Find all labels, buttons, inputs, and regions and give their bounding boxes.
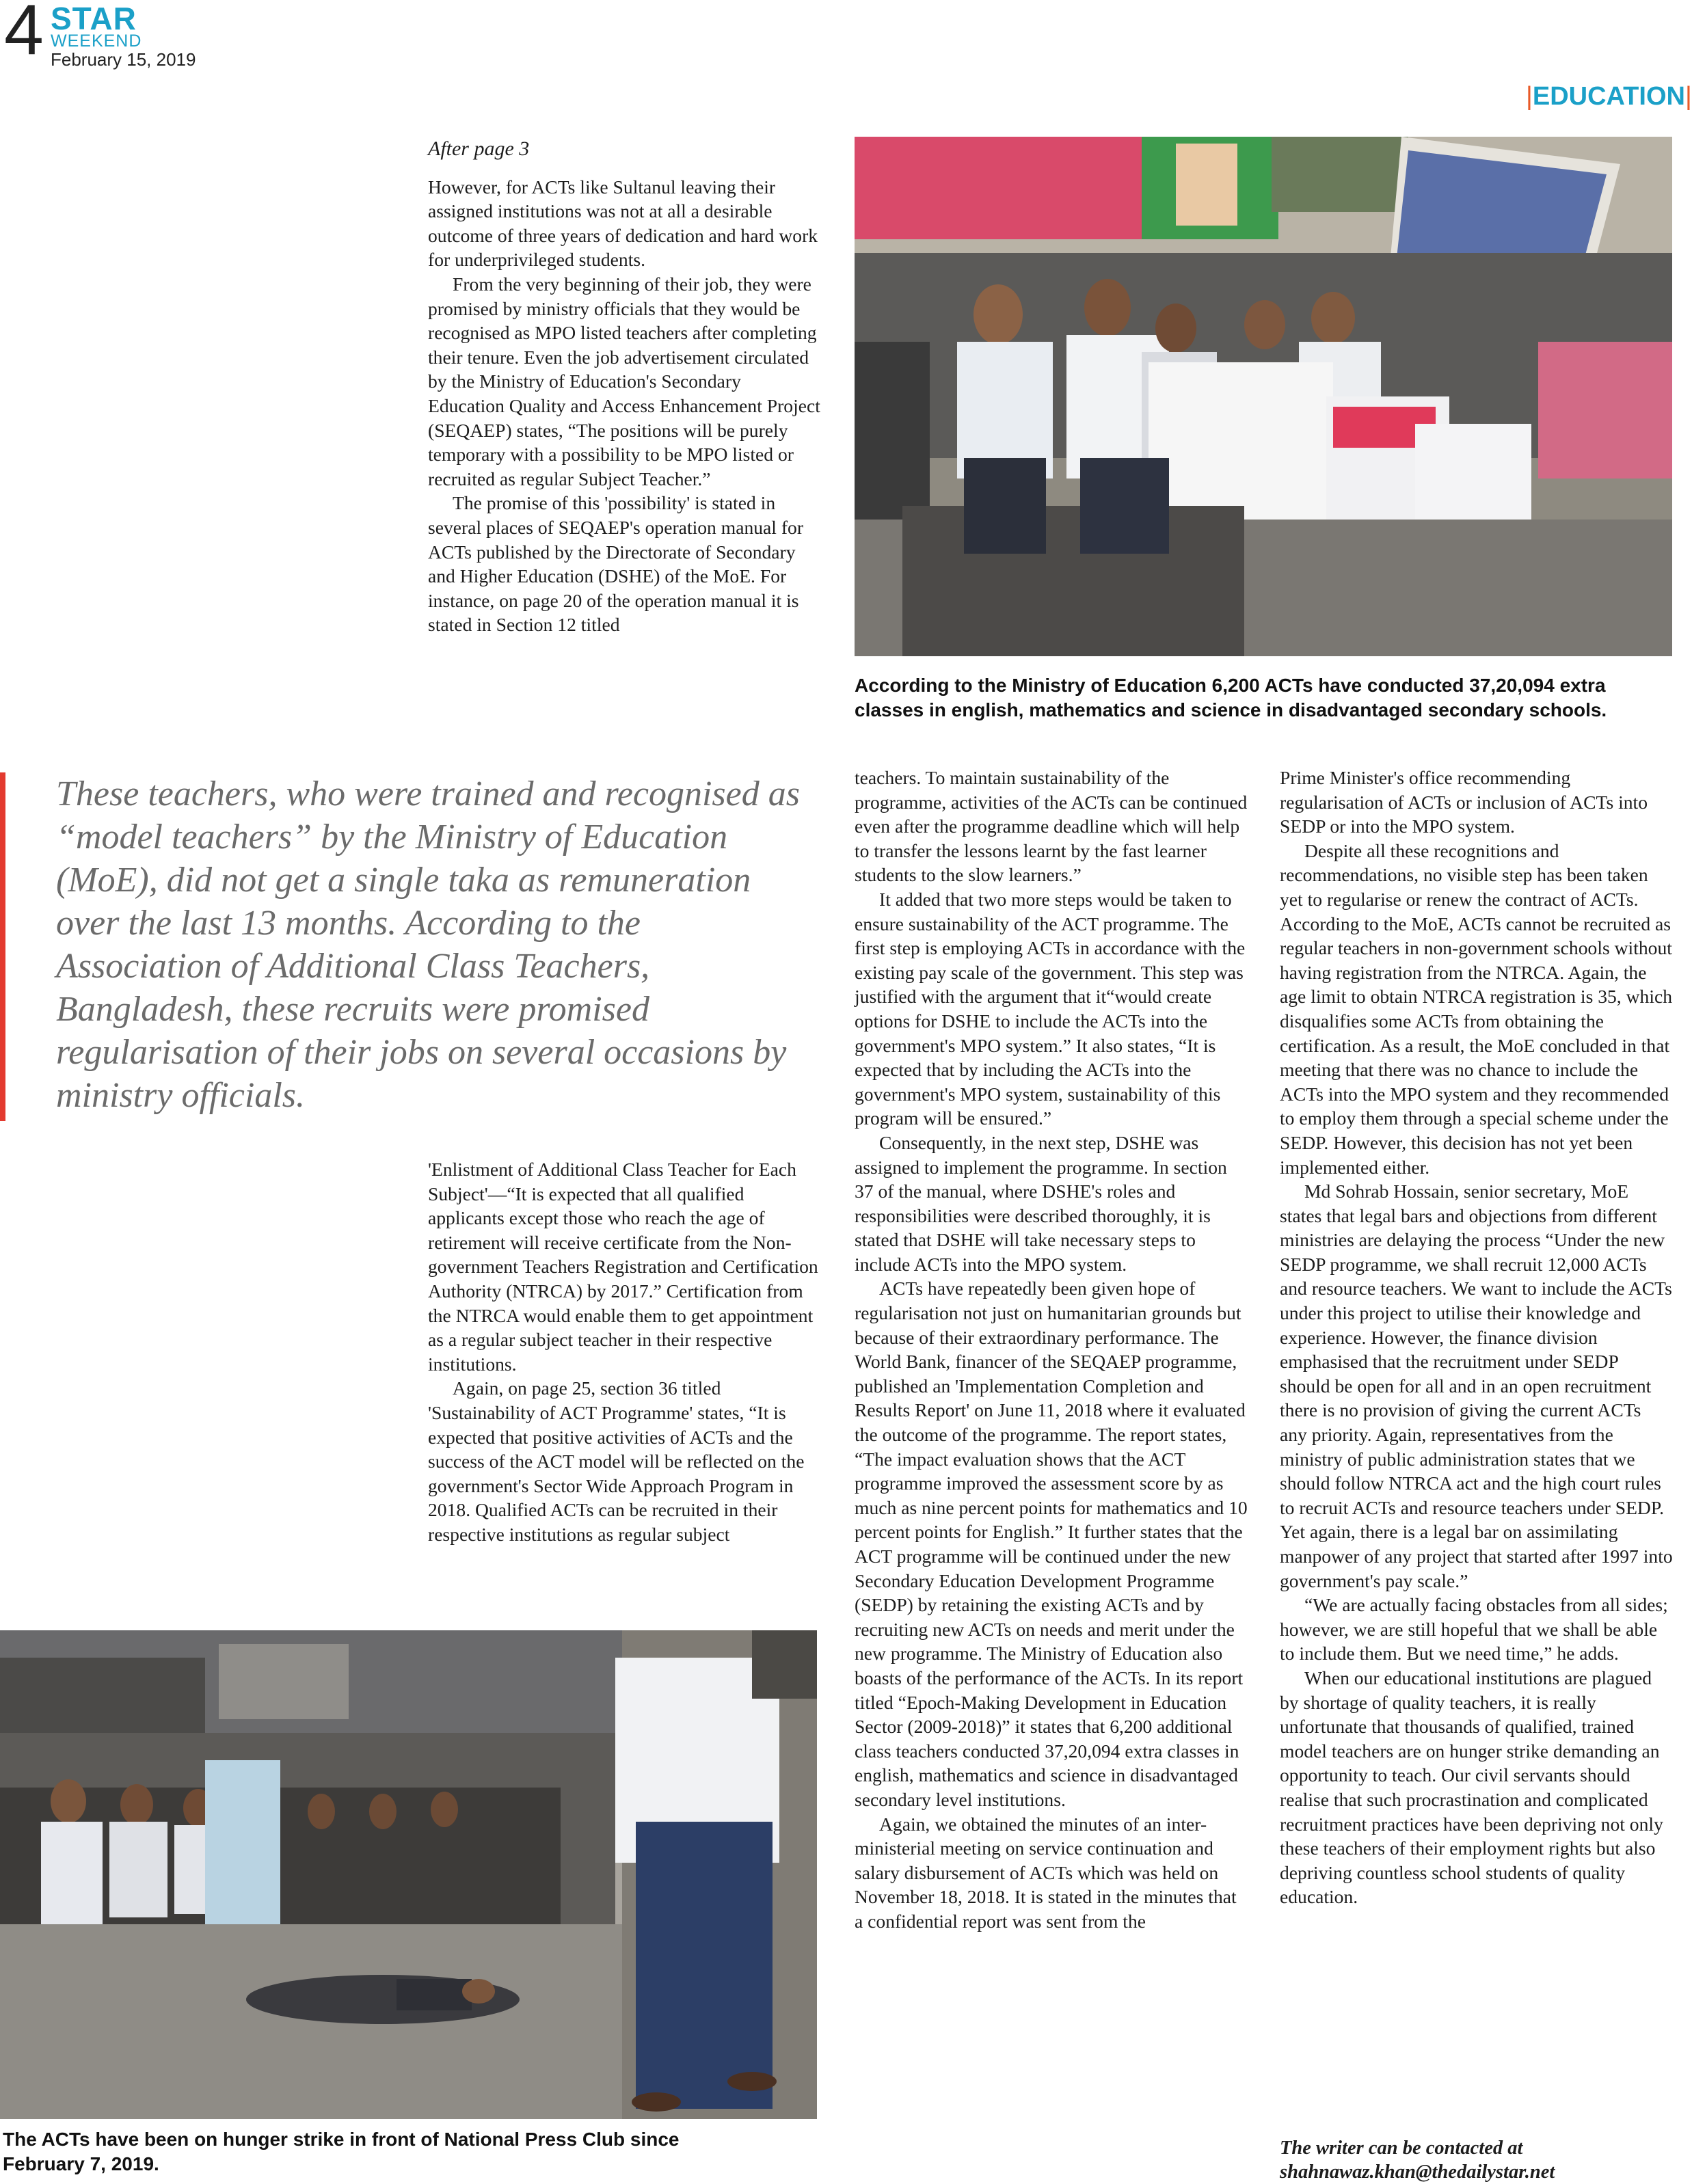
protest-photo-illustration [855, 137, 1672, 656]
column-3 [1280, 766, 1673, 1909]
paragraph: From the very beginning of their job, they were promised by ministry officials that they would be recognised as MPO listed teachers after completing their tenure. Even the job advertisement circulated by the Ministry of Education's Secondary Education Quality and Access Enhancement Project (SEQAEP) states, “The positions will be purely temporary with a possibility to be MPO listed or recruited as regular Subject Teacher.” [428, 273, 820, 489]
paragraph: Prime Minister's office recommending regularisation of ACTs or inclusion of ACTs into SEDP or into the MPO system. [1280, 767, 1648, 837]
paragraph: Again, we obtained the minutes of an inter-ministerial meeting on service continuation and salary disbursement of ACTs which was held on November 18, 2018. It is stated in the minutes that a confidential report was sent from the [855, 1813, 1237, 1932]
column-2 [855, 766, 1248, 1934]
brand-name: STAR [51, 1, 137, 36]
photo-hunger-strike [0, 1630, 817, 2119]
continued-kicker: After page 3 [428, 137, 530, 160]
pull-quote-text: These teachers, who were trained and recognised as “model teachers” by the Ministry of Education (MoE), did not get a single taka as remuneration over the last 13 months. According to the Association of Additional Class Teachers, Bangladesh, these recruits were promised regularisation of their jobs on several occasions by ministry officials. [56, 774, 800, 1115]
paragraph: The promise of this 'possibility' is stated in several places of SEQAEP's operation manual for ACTs published by the Directorate of Secondary and Higher Education (DSHE) of the MoE. For instance, on page 20 of the operation manual it is stated in Section 12 titled [428, 492, 804, 636]
page-number: 4 [4, 0, 44, 70]
paragraph: 'Enlistment of Additional Class Teacher for Each Subject'—“It is expected that all qualified applicants except those who reach the age of retirement will receive certificate from the Non-government Teachers Registration and Certification Authority (NTRCA) by 2017.” Certification from the NTRCA would enable them to get appointment as a regular subject teacher in their respective institutions. [428, 1159, 818, 1375]
section-bar-right: | [1684, 82, 1692, 111]
paragraph: Md Sohrab Hossain, senior secretary, MoE states that legal bars and objections from different ministries are delaying the process “Under the new SEDP programme, we shall recruit 12,000 ACTs and resource teachers. We want to include the ACTs under this project to utilise their knowledge and experience. However, the finance division emphasised that the recruitment under SEDP should be open for all and in an open recruitment there is no provision of giving the current ACTs any priority. Again, representatives from the ministry of public administration states that we should follow NTRCA act and the high court rules to recruit ACTs and resource teachers under SEDP. Yet again, there is a legal bar on assimilating manpower of any project that started after 1997 into government's pay scale.” [1280, 1181, 1673, 1591]
photo-bottom-caption: The ACTs have been on hunger strike in front of National Press Club since February 7, 2019. [3, 2129, 680, 2174]
section-label [1526, 82, 1692, 111]
pull-quote [0, 772, 803, 1121]
paragraph: “We are actually facing obstacles from all sides; however, we are still hopeful that we shall be able to include them. But we need time,” he adds. [1280, 1594, 1668, 1664]
brand-sub: WEEKEND [51, 31, 142, 51]
paragraph: Consequently, in the next step, DSHE was assigned to implement the programme. In section 37 of the manual, where DSHE's roles and responsibilities were described thoroughly, it is stated that DSHE will take necessary steps to include ACTs into the MPO system. [855, 1131, 1227, 1275]
author-contact-label: The writer can be contacted at [1280, 2138, 1523, 2159]
issue-date: February 15, 2019 [51, 49, 196, 70]
paragraph: However, for ACTs like Sultanul leaving their assigned institutions was not at all a desirable outcome of three years of dedication and hard work for underprivileged students. [428, 176, 818, 271]
column-1-top [428, 137, 821, 637]
paragraph: When our educational institutions are plagued by shortage of quality teachers, it is really unfortunate that thousands of qualified, trained model teachers are on hunger strike demanding an opportunity to teach. Our civil servants should realise that such procrastination and complicated recruitment practices have been depriving not only these teachers of their employment rights but also depriving countless school students of quality education. [1280, 1667, 1663, 1908]
paragraph: It added that two more steps would be taken to ensure sustainability of the ACT programme. The first step is employing ACTs in accordance with the existing pay scale of the government. This step was justified with the argument that it“would create options for DSHE to include the ACTs into the government's MPO system.” It also states, “It is expected that by including the ACTs into the government's MPO system, sustainability of this program will be ensured.” [855, 888, 1246, 1129]
paragraph: Despite all these recognitions and recommendations, no visible step has been taken yet to regularise or renew the contract of ACTs. According to the MoE, ACTs cannot be recruited as regular teachers in non-government schools without having registration from the NTRCA. Again, the age limit to obtain NTRCA registration is 35, which disqualifies some ACTs from obtaining the certification. As a result, the MoE concluded in that meeting that there was no chance to include the ACTs into the MPO system and they recommended to employ them through a special scheme under the SEDP. However, this decision has not yet been implemented either. [1280, 839, 1673, 1178]
author-contact [1280, 2136, 1673, 2184]
author-email: shahnawaz.khan@thedailystar.net [1280, 2161, 1555, 2183]
section-bar-left: | [1526, 82, 1533, 111]
hunger-strike-photo-illustration [0, 1630, 817, 2119]
photo-protest-banners [855, 137, 1672, 656]
photo-top-caption: According to the Ministry of Education 6,200 ACTs have conducted 37,20,094 extra classes in english, mathematics and science in disadvantaged secondary schools. [855, 675, 1607, 720]
masthead [51, 3, 196, 70]
paragraph: Again, on page 25, section 36 titled 'Sustainability of ACT Programme' states, “It is expected that positive activities of ACTs and the success of the ACT model will be reflected on the government's Sector Wide Approach Program in 2018. Qualified ACTs can be recruited in their respective institutions as regular subject [428, 1377, 805, 1545]
column-1-bottom [428, 1157, 821, 1547]
paragraph: teachers. To maintain sustainability of the programme, activities of the ACTs can be continued even after the programme deadline which will help to transfer the lessons learnt by the fast learner students to the slow learners.” [855, 767, 1248, 886]
paragraph: ACTs have repeatedly been given hope of regularisation not just on humanitarian grounds but because of their extraordinary performance. The World Bank, financer of the SEQAEP programme, published an 'Implementation Completion and Results Report' on June 11, 2018 where it evaluated the outcome of the programme. The report states, “The impact evaluation shows that the ACT programme improved the assessment score by as much as nine percent points for mathematics and 10 percent points for English.” It further states that the ACT programme will be continued under the new Secondary Education Development Programme (SEDP) by retaining the existing ACTs and by recruiting new ACTs on needs and merit under the new programme. The Ministry of Education also boasts of the performance of the ACTs. In its report titled “Epoch-Making Development in Education Sector (2009-2018)” it states that 6,200 additional class teachers conducted 37,20,094 extra classes in english, mathematics and science in disadvantaged secondary level institutions. [855, 1278, 1248, 1810]
section-name: EDUCATION [1532, 82, 1685, 111]
